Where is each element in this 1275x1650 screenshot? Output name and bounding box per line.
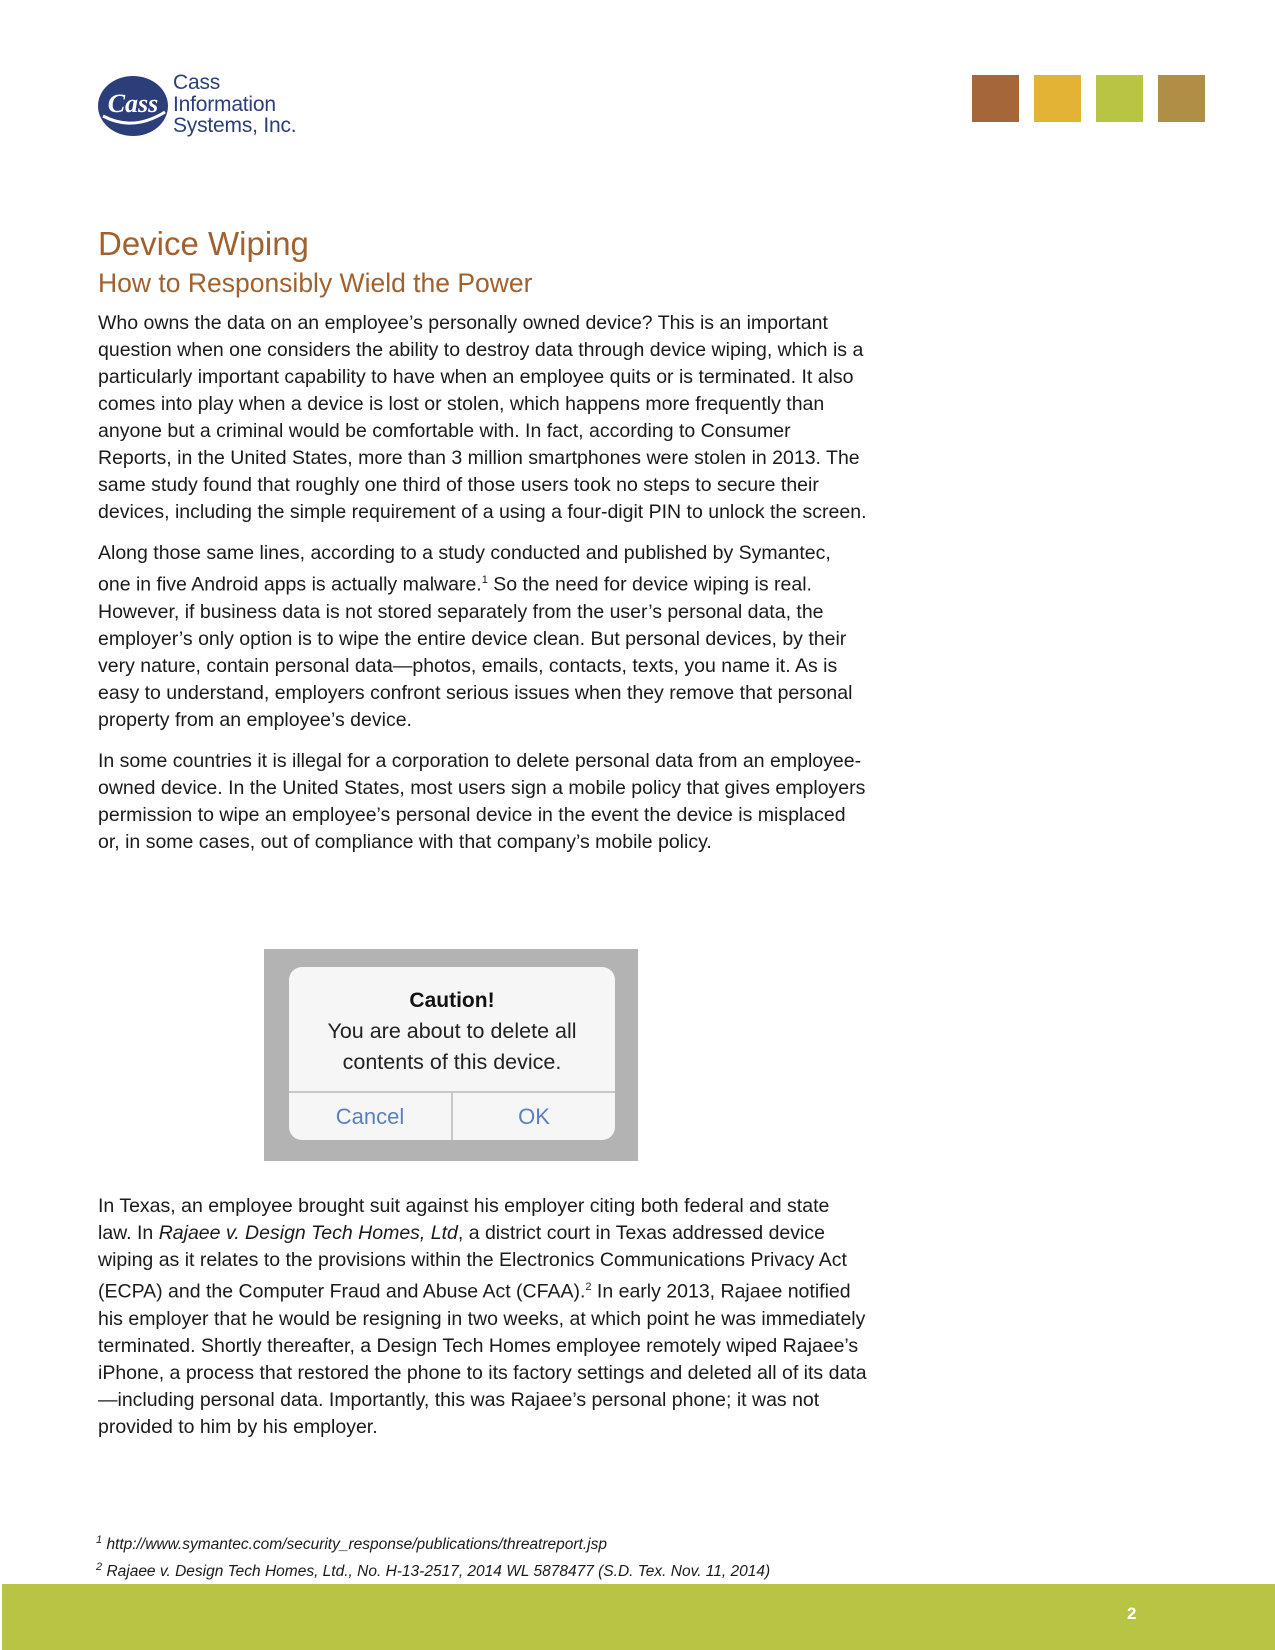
logo-line: Information — [173, 92, 276, 116]
ok-button[interactable]: OK — [451, 1093, 615, 1140]
logo-line: Cass — [173, 71, 221, 94]
color-swatch — [1096, 75, 1143, 122]
article-title: Device Wiping — [98, 225, 309, 262]
color-swatch — [1034, 75, 1081, 122]
case-name: Rajaee v. Design Tech Homes, Ltd — [158, 1222, 458, 1244]
footer-bar — [2, 1584, 1275, 1650]
cancel-button[interactable]: Cancel — [335, 1103, 405, 1129]
paragraph-text: In early 2013, Rajaee notified his employer that he would be resigning in two weeks, at which point he was immediately terminated. Shortly thereafter, a Design Tech Homes employee remotely wiped Rajaee’s iPhone, a process that restored the phone to its factory settings and deleted all of its data—including personal data. Importantly, this was Rajaee’s personal phone; it was not provided to him by his employer. — [98, 1280, 867, 1438]
page-number: 2 — [1127, 1604, 1137, 1623]
footnote-ref[interactable]: 2 — [585, 1281, 592, 1293]
footnote-link[interactable]: http://www.symantec.com/security_response/publications/threatreport.jsp — [106, 1536, 607, 1554]
logo-mark-text: Cass — [107, 89, 159, 118]
paragraph — [98, 540, 868, 734]
logo-wordmark — [173, 72, 296, 137]
footnote — [96, 1529, 770, 1556]
cass-logo-mark-icon — [97, 74, 171, 138]
paragraph-text: , a district court in Texas addressed device wiping as it relates to the provisions within the Electronics Communications Privacy Act (ECPA) and the Computer Fraud and Abuse Act (CFAA). — [98, 1222, 847, 1303]
paragraph-text: So the need for device wiping is real. However, if business data is not stored separately from the user’s personal data, the employer’s only option is to wipe the entire device clean. But personal devices, by their very nature, contain personal data—photos, emails, contacts, texts, you name it. As is easy to understand, employers confront serious issues when they remove that personal property from an employee’s device. — [98, 573, 853, 731]
footnote — [96, 1556, 770, 1583]
company-logo — [97, 72, 327, 142]
paragraph: Who owns the data on an employee’s personally owned device? This is an important question when one considers the ability to destroy data through device wiping, which is a particularly important capability to have when an employee quits or is terminated. It also comes into play when a device is lost or stolen, which happens more frequently than anyone but a criminal would be comfortable with. In fact, according to Consumer Reports, in the United States, more than 3 million smartphones were stolen in 2013. The same study found that roughly one third of those users took no steps to secure their devices, including the simple requirement of a using a four-digit PIN to unlock the screen. — [98, 312, 867, 523]
dialog-title: Caution! — [409, 989, 495, 1012]
footnote-text: Rajaee v. Design Tech Homes, Ltd., No. H-13-2517, 2014 WL 5878477 (S.D. Tex. Nov. 11, 2014) — [106, 1563, 771, 1581]
article-body-continued — [98, 1193, 868, 1455]
footnote-number: 1 — [96, 1534, 103, 1546]
dialog-buttons — [289, 1091, 615, 1140]
color-swatch — [972, 75, 1019, 122]
dialog-message: You are about to delete all contents of this device. — [327, 1019, 577, 1074]
paragraph: In some countries it is illegal for a corporation to delete personal data from an employee-owned device. In the United States, most users sign a mobile policy that gives employers permission to wipe an employee’s personal device in the event the device is misplaced or, in some cases, out of compliance with that company’s mobile policy. — [98, 749, 866, 853]
color-swatch — [1158, 75, 1205, 122]
color-swatches — [972, 75, 1220, 122]
paragraph-text: Along those same lines, according to a study conducted and published by Symantec, one in five Android apps is actually malware. — [98, 542, 831, 596]
article-subtitle: How to Responsibly Wield the Power — [98, 268, 533, 298]
logo-line: Systems, Inc. — [173, 114, 297, 137]
caution-dialog — [289, 967, 615, 1140]
footnote-ref[interactable]: 1 — [481, 574, 488, 586]
dialog-illustration — [264, 949, 638, 1161]
paragraph — [98, 1193, 868, 1441]
footnote-number: 2 — [96, 1561, 103, 1574]
footnotes — [96, 1529, 770, 1583]
paragraph-text: In Texas, an employee brought suit against his employer citing both federal and state law. In — [98, 1195, 830, 1244]
article-body — [98, 222, 868, 870]
